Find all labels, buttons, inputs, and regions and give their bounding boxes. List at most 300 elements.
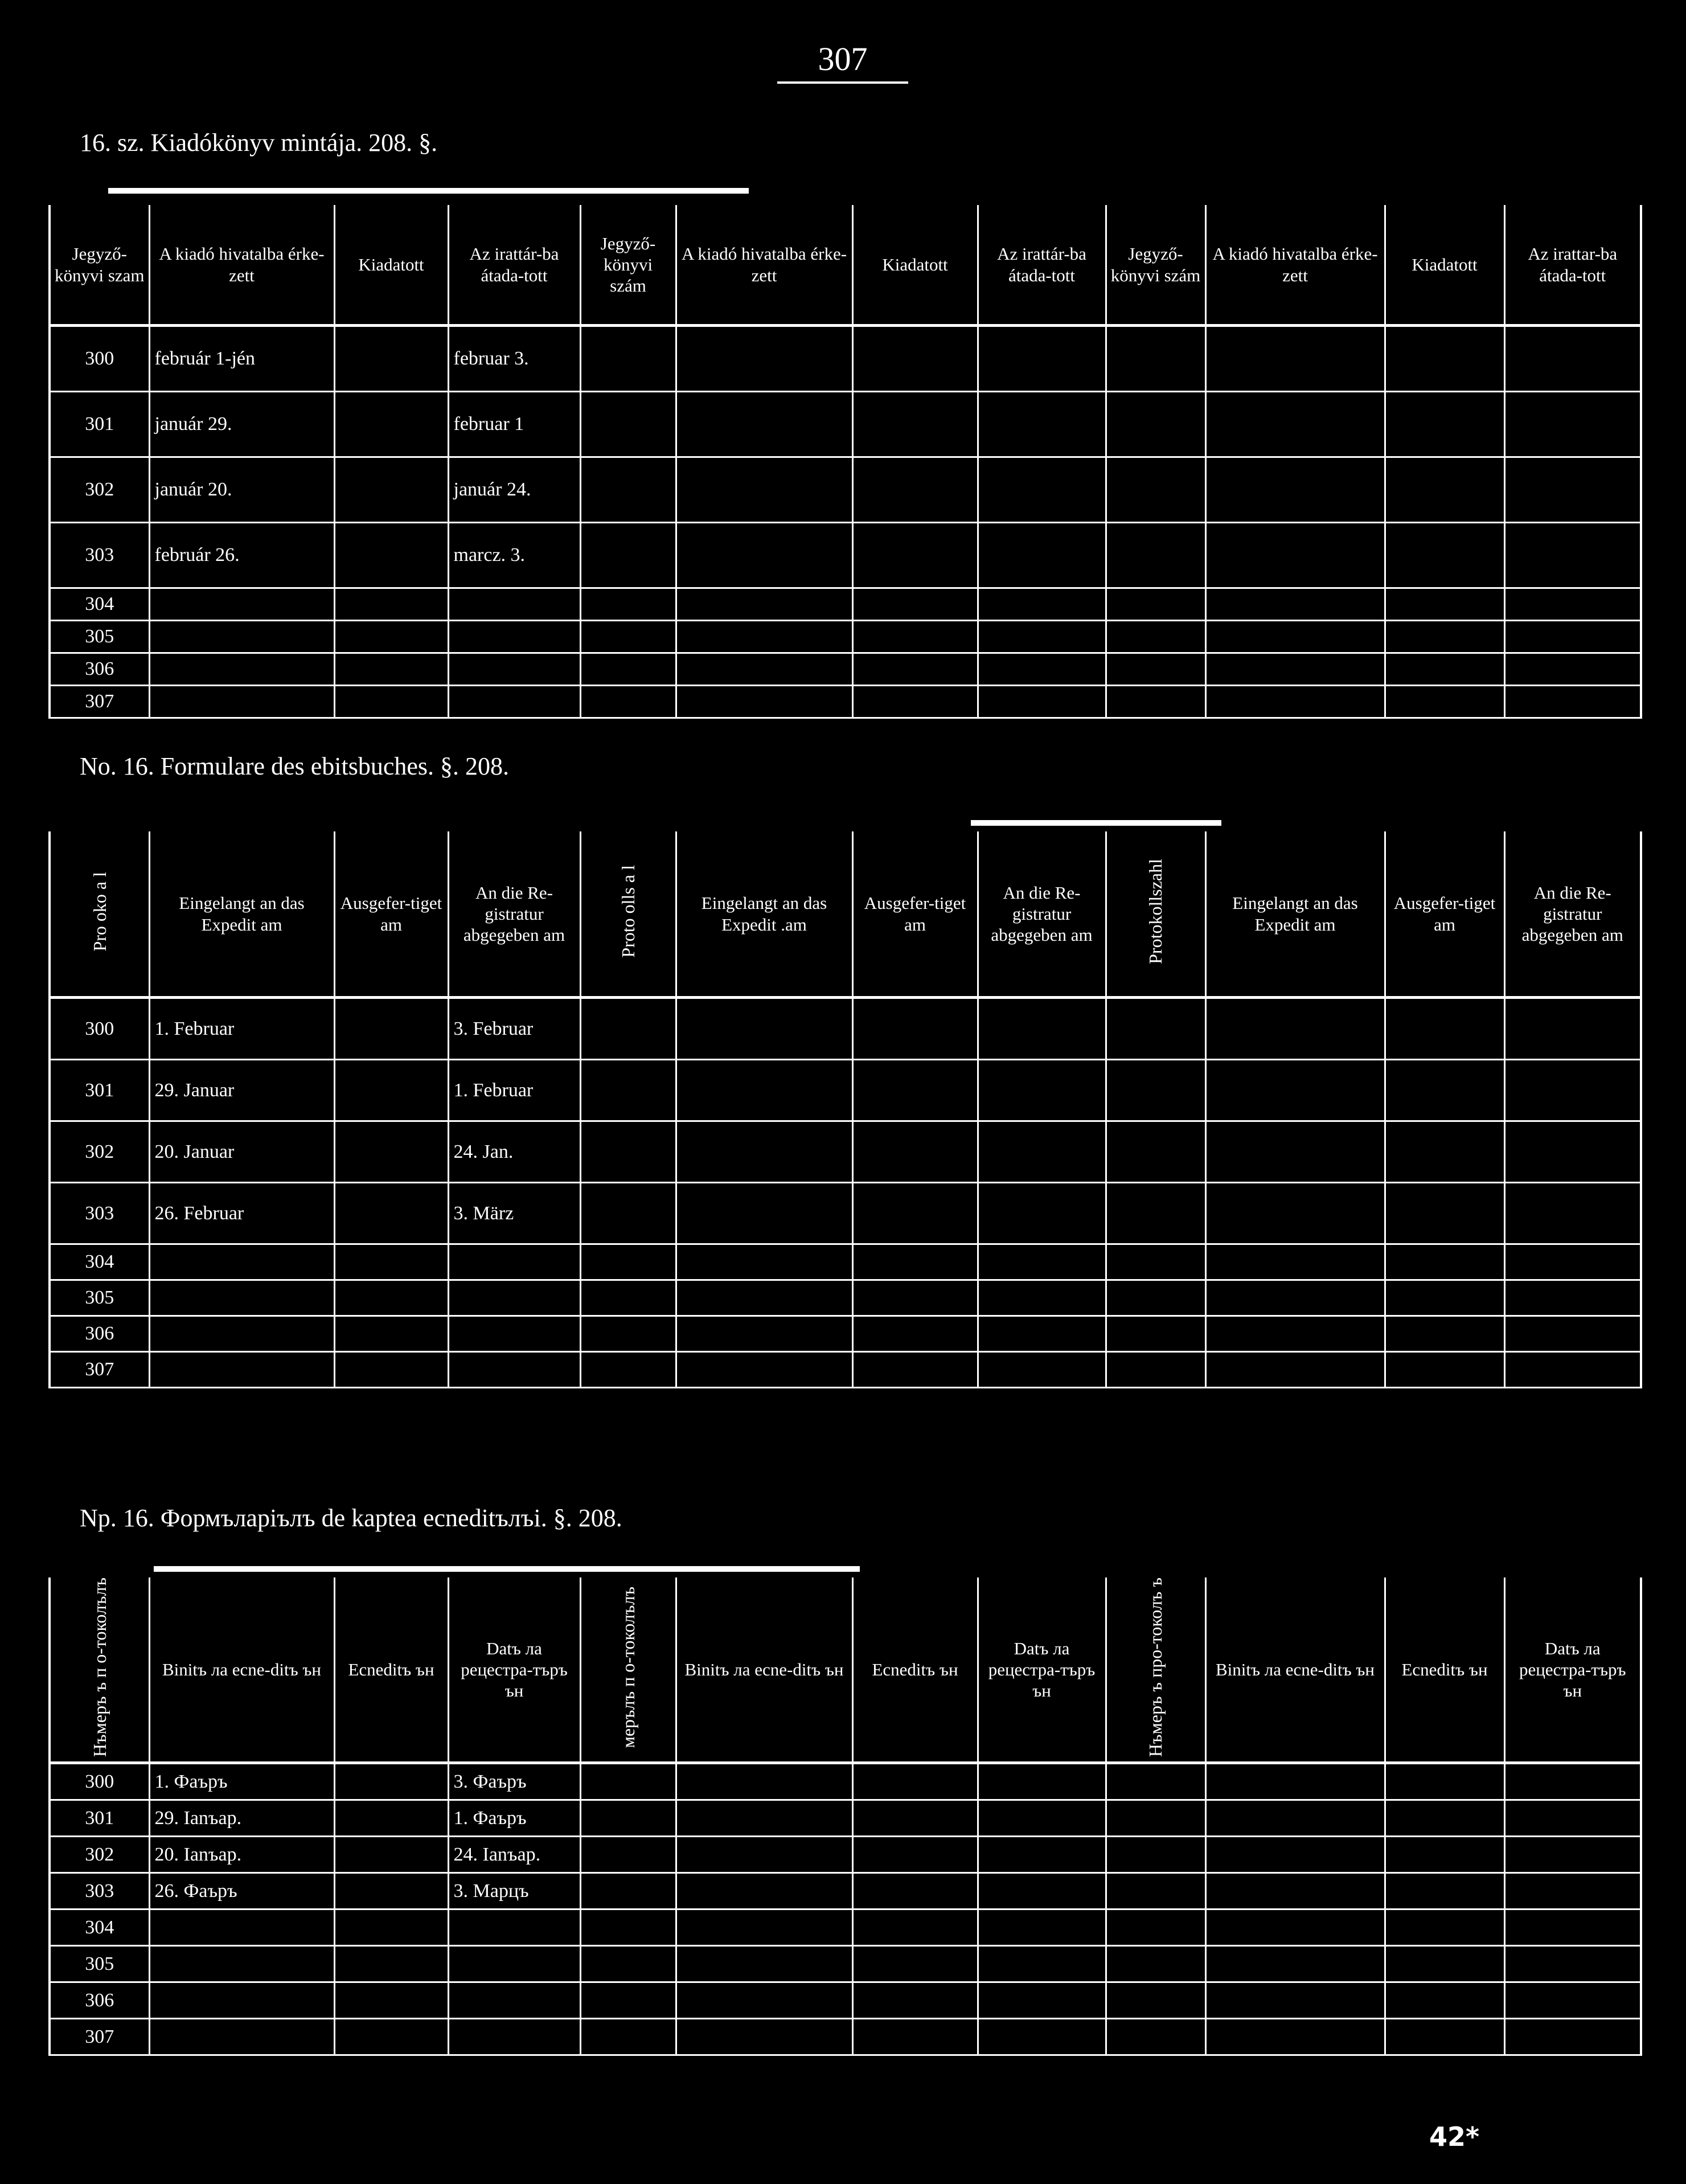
cell-issued [334, 1763, 448, 1800]
section-title-romanian: Np. 16. Формълapiълъ de kaptea ecneditълъi. §. 208. [80, 1504, 622, 1532]
col-arrived-header: A kiadó hivatalba érke-zett [149, 205, 334, 326]
col-filed-header: An die Re-gistratur abgegeben am [448, 831, 580, 998]
cell-empty [1385, 1800, 1504, 1837]
col-filed-header: Az irattár-ba átada-tott [448, 205, 580, 326]
cell-empty [978, 1946, 1106, 1982]
table-row [50, 1800, 1641, 1837]
cell-empty [1205, 621, 1385, 653]
cell-empty [1385, 686, 1504, 718]
ledger-table-romanian [48, 1577, 1642, 2056]
cell-empty [978, 1316, 1106, 1352]
cell-empty [978, 1800, 1106, 1837]
cell-empty [1504, 1316, 1641, 1352]
ledger-section-romanian [48, 1566, 1640, 2067]
cell-protocol-number: 304 [50, 1244, 149, 1280]
header-label: меpълъ п о-токолълъ [617, 1586, 638, 1748]
col-issued-header: Ecneditъ ън [1385, 1577, 1504, 1763]
header-row [50, 1577, 1641, 1763]
cell-empty [1385, 998, 1504, 1060]
col-issued-header: Kiadatott [1385, 205, 1504, 326]
cell-empty [1205, 2019, 1385, 2055]
cell-empty [580, 588, 676, 621]
cell-issued [334, 1800, 448, 1837]
cell-empty [1504, 1244, 1641, 1280]
cell-empty [852, 457, 978, 523]
cell-protocol-number: 304 [50, 588, 149, 621]
col-issued-header: Ausgefer-tiget am [852, 831, 978, 998]
cell-empty [1205, 588, 1385, 621]
cell-arrived [149, 588, 334, 621]
cell-empty [852, 653, 978, 686]
cell-arrived: február 26. [149, 523, 334, 588]
cell-empty [1106, 686, 1205, 718]
cell-empty [1504, 1352, 1641, 1388]
cell-protocol-number: 305 [50, 1946, 149, 1982]
table-row [50, 621, 1641, 653]
table-row [50, 686, 1641, 718]
cell-empty [852, 1060, 978, 1121]
cell-arrived [149, 1982, 334, 2019]
header-label: Proto olls a l [617, 865, 638, 958]
cell-empty [852, 1910, 978, 1946]
cell-empty [580, 621, 676, 653]
cell-empty [1504, 621, 1641, 653]
col-issued-header: Ausgefer-tiget am [1385, 831, 1504, 998]
cell-empty [1106, 588, 1205, 621]
header-label: Нъмеpъ ъ п о-токолълъ [89, 1577, 110, 1757]
cell-arrived [149, 1316, 334, 1352]
cell-empty [1385, 1982, 1504, 2019]
cell-arrived: 26. Фаъръ [149, 1873, 334, 1910]
cell-empty [580, 1910, 676, 1946]
cell-empty [1504, 1982, 1641, 2019]
cell-empty [1504, 686, 1641, 718]
cell-empty [1385, 457, 1504, 523]
table-row [50, 1316, 1641, 1352]
cell-protocol-number: 306 [50, 1982, 149, 2019]
cell-arrived [149, 1352, 334, 1388]
cell-empty [978, 1910, 1106, 1946]
cell-empty [676, 1121, 852, 1183]
cell-empty [1205, 1060, 1385, 1121]
cell-empty [1504, 588, 1641, 621]
cell-empty [580, 1982, 676, 2019]
cell-empty [1504, 1060, 1641, 1121]
cell-empty [852, 1183, 978, 1244]
cell-empty [978, 523, 1106, 588]
cell-filed [448, 1982, 580, 2019]
cell-protocol-number: 302 [50, 457, 149, 523]
cell-empty [1205, 1800, 1385, 1837]
cell-issued [334, 588, 448, 621]
cell-empty [1106, 1316, 1205, 1352]
cell-empty [852, 1763, 978, 1800]
header-label: Нъмеpъ ъ про-токолъ ъ [1145, 1577, 1166, 1757]
cell-empty [1106, 621, 1205, 653]
cell-empty [1106, 1873, 1205, 1910]
cell-arrived: február 1-jén [149, 326, 334, 392]
cell-empty [676, 392, 852, 457]
cell-filed: 24. Jan. [448, 1121, 580, 1183]
cell-empty [1106, 1280, 1205, 1316]
cell-issued [334, 1280, 448, 1316]
cell-empty [978, 1982, 1106, 2019]
cell-filed [448, 1946, 580, 1982]
table-row [50, 1982, 1641, 2019]
cell-empty [978, 1060, 1106, 1121]
cell-empty [676, 1183, 852, 1244]
cell-filed [448, 621, 580, 653]
table-row [50, 1121, 1641, 1183]
table-row [50, 1837, 1641, 1873]
table-row [50, 1280, 1641, 1316]
cell-issued [334, 1121, 448, 1183]
cell-empty [676, 1982, 852, 2019]
cell-empty [852, 1244, 978, 1280]
cell-empty [580, 1316, 676, 1352]
cell-empty [1205, 653, 1385, 686]
cell-issued [334, 457, 448, 523]
cell-empty [1385, 1121, 1504, 1183]
cell-empty [978, 2019, 1106, 2055]
cell-empty [1205, 1982, 1385, 2019]
cell-protocol-number: 306 [50, 1316, 149, 1352]
top-rule [578, 188, 749, 194]
cell-empty [580, 1183, 676, 1244]
cell-empty [580, 1121, 676, 1183]
col-issued-header: Kiadatott [334, 205, 448, 326]
cell-issued [334, 1946, 448, 1982]
col-filed-header: Datъ ла peцecтpa-търъ ън [978, 1577, 1106, 1763]
cell-empty [978, 1183, 1106, 1244]
cell-empty [1205, 686, 1385, 718]
cell-empty [1106, 457, 1205, 523]
cell-empty [676, 1873, 852, 1910]
ledger-section-german [48, 820, 1640, 1429]
col-protocol-number-header [50, 1577, 149, 1763]
cell-empty [580, 1873, 676, 1910]
section-title-hungarian: 16. sz. Kiadókönyv mintája. 208. §. [80, 129, 438, 157]
cell-filed: 3. März [448, 1183, 580, 1244]
cell-empty [676, 523, 852, 588]
cell-filed [448, 1280, 580, 1316]
col-protocol-number-header [580, 1577, 676, 1763]
cell-empty [1205, 326, 1385, 392]
cell-arrived: 29. Januar [149, 1060, 334, 1121]
cell-empty [1106, 523, 1205, 588]
cell-empty [1205, 1873, 1385, 1910]
cell-filed [448, 1244, 580, 1280]
cell-empty [676, 998, 852, 1060]
ledger-table-hungarian [48, 205, 1642, 719]
header-label: Pro oko a l [89, 871, 110, 952]
cell-empty [1504, 653, 1641, 686]
cell-empty [1205, 1183, 1385, 1244]
cell-arrived [149, 686, 334, 718]
cell-empty [676, 1352, 852, 1388]
cell-empty [1504, 1183, 1641, 1244]
table-row [50, 523, 1641, 588]
cell-issued [334, 326, 448, 392]
ledger-table-german [48, 831, 1642, 1388]
cell-empty [676, 1280, 852, 1316]
col-arrived-header: Eingelangt an das Expedit am [1205, 831, 1385, 998]
cell-arrived: január 20. [149, 457, 334, 523]
col-filed-header: Az irattár-ba átada-tott [978, 205, 1106, 326]
cell-empty [852, 1982, 978, 2019]
cell-empty [1504, 523, 1641, 588]
cell-empty [978, 1873, 1106, 1910]
cell-protocol-number: 303 [50, 523, 149, 588]
cell-empty [1106, 1121, 1205, 1183]
col-protocol-number-header [1106, 831, 1205, 998]
cell-empty [580, 457, 676, 523]
cell-empty [676, 1316, 852, 1352]
header-row [50, 831, 1641, 998]
cell-arrived: január 29. [149, 392, 334, 457]
header-label: Protokollszahl [1145, 858, 1166, 964]
table-row [50, 1910, 1641, 1946]
cell-empty [1106, 2019, 1205, 2055]
cell-empty [676, 1244, 852, 1280]
col-protocol-number-header [50, 831, 149, 998]
cell-arrived [149, 1946, 334, 1982]
cell-empty [1504, 326, 1641, 392]
table-row [50, 2019, 1641, 2055]
cell-protocol-number: 306 [50, 653, 149, 686]
cell-empty [1504, 1837, 1641, 1873]
cell-issued [334, 653, 448, 686]
cell-issued [334, 998, 448, 1060]
cell-empty [676, 621, 852, 653]
cell-empty [1385, 1910, 1504, 1946]
cell-empty [1106, 326, 1205, 392]
cell-empty [978, 1352, 1106, 1388]
cell-protocol-number: 303 [50, 1873, 149, 1910]
cell-empty [978, 1244, 1106, 1280]
cell-arrived: 29. Іаnъар. [149, 1800, 334, 1837]
col-filed-header: An die Re-gistratur abgegeben am [978, 831, 1106, 998]
cell-empty [1205, 457, 1385, 523]
cell-empty [676, 1763, 852, 1800]
cell-empty [1385, 1352, 1504, 1388]
col-protocol-number-header: Jegyző-könyvi szam [50, 205, 149, 326]
cell-empty [1504, 1280, 1641, 1316]
cell-empty [676, 1946, 852, 1982]
cell-empty [676, 686, 852, 718]
cell-empty [1205, 1763, 1385, 1800]
cell-empty [1504, 457, 1641, 523]
cell-empty [1504, 1121, 1641, 1183]
cell-issued [334, 621, 448, 653]
col-protocol-number-header: Jegyző-könyvi szám [580, 205, 676, 326]
cell-empty [1504, 1763, 1641, 1800]
cell-empty [580, 686, 676, 718]
table-row [50, 457, 1641, 523]
cell-empty [676, 2019, 852, 2055]
cell-filed: 24. Іаnъар. [448, 1837, 580, 1873]
cell-empty [1504, 2019, 1641, 2055]
cell-empty [1504, 998, 1641, 1060]
cell-empty [1504, 1946, 1641, 1982]
cell-empty [1385, 2019, 1504, 2055]
cell-empty [978, 653, 1106, 686]
cell-empty [580, 326, 676, 392]
cell-protocol-number: 304 [50, 1910, 149, 1946]
cell-empty [978, 998, 1106, 1060]
cell-arrived [149, 653, 334, 686]
table-row [50, 1183, 1641, 1244]
cell-empty [1385, 653, 1504, 686]
cell-empty [852, 1800, 978, 1837]
cell-empty [1385, 1183, 1504, 1244]
cell-empty [1385, 1873, 1504, 1910]
cell-arrived: 1. Фаъръ [149, 1763, 334, 1800]
cell-empty [676, 1910, 852, 1946]
cell-issued [334, 1837, 448, 1873]
col-issued-header: Ausgefer-tiget am [334, 831, 448, 998]
cell-empty [852, 1316, 978, 1352]
cell-empty [852, 686, 978, 718]
cell-issued [334, 1982, 448, 2019]
cell-empty [1385, 1837, 1504, 1873]
cell-filed [448, 1910, 580, 1946]
col-issued-header: Kiadatott [852, 205, 978, 326]
cell-issued [334, 523, 448, 588]
cell-empty [1205, 1946, 1385, 1982]
top-rule [108, 188, 598, 194]
col-protocol-number-header [580, 831, 676, 998]
col-filed-header: Datъ ла peцecтpa-търъ ън [448, 1577, 580, 1763]
cell-empty [1106, 392, 1205, 457]
col-arrived-header: Eingelangt an das Expedit .am [676, 831, 852, 998]
cell-empty [1385, 1244, 1504, 1280]
cell-arrived: 20. Іаnъар. [149, 1837, 334, 1873]
cell-empty [1504, 1800, 1641, 1837]
cell-empty [978, 1121, 1106, 1183]
cell-empty [1504, 1910, 1641, 1946]
cell-empty [852, 392, 978, 457]
cell-protocol-number: 300 [50, 998, 149, 1060]
cell-arrived: 20. Januar [149, 1121, 334, 1183]
cell-empty [1106, 1800, 1205, 1837]
cell-empty [1385, 326, 1504, 392]
cell-protocol-number: 302 [50, 1837, 149, 1873]
col-protocol-number-header: Jegyző-könyvi szám [1106, 205, 1205, 326]
cell-protocol-number: 300 [50, 1763, 149, 1800]
cell-empty [1205, 1280, 1385, 1316]
cell-empty [580, 1837, 676, 1873]
cell-filed [448, 588, 580, 621]
cell-filed: 3. Februar [448, 998, 580, 1060]
table-row [50, 1244, 1641, 1280]
cell-empty [852, 588, 978, 621]
col-arrived-header: Binitъ ла ecne-ditъ ън [149, 1577, 334, 1763]
footnote-signature-mark: 42* [1429, 2121, 1480, 2152]
cell-empty [978, 588, 1106, 621]
cell-empty [1385, 588, 1504, 621]
cell-arrived [149, 621, 334, 653]
cell-protocol-number: 307 [50, 1352, 149, 1388]
cell-issued [334, 1910, 448, 1946]
cell-empty [852, 523, 978, 588]
cell-empty [1106, 1910, 1205, 1946]
cell-protocol-number: 302 [50, 1121, 149, 1183]
top-rule [971, 820, 1221, 826]
cell-protocol-number: 303 [50, 1183, 149, 1244]
cell-empty [1106, 653, 1205, 686]
cell-issued [334, 1873, 448, 1910]
cell-empty [580, 2019, 676, 2055]
table-row [50, 392, 1641, 457]
cell-empty [580, 1280, 676, 1316]
col-issued-header: Ecneditъ ън [334, 1577, 448, 1763]
top-rule [154, 1566, 860, 1572]
cell-filed [448, 653, 580, 686]
cell-empty [1385, 1060, 1504, 1121]
cell-empty [852, 2019, 978, 2055]
cell-protocol-number: 301 [50, 1800, 149, 1837]
cell-empty [1205, 392, 1385, 457]
cell-empty [852, 1121, 978, 1183]
cell-arrived: 26. Februar [149, 1183, 334, 1244]
cell-empty [852, 621, 978, 653]
cell-empty [1205, 1316, 1385, 1352]
cell-empty [1205, 523, 1385, 588]
cell-protocol-number: 301 [50, 392, 149, 457]
cell-empty [1205, 1910, 1385, 1946]
cell-filed: februar 3. [448, 326, 580, 392]
cell-empty [580, 1060, 676, 1121]
cell-empty [1385, 1763, 1504, 1800]
cell-protocol-number: 305 [50, 621, 149, 653]
cell-empty [676, 326, 852, 392]
table-row [50, 1060, 1641, 1121]
cell-arrived [149, 1910, 334, 1946]
cell-filed: január 24. [448, 457, 580, 523]
cell-filed: 3. Фаъръ [448, 1763, 580, 1800]
cell-empty [580, 1352, 676, 1388]
table-row [50, 1763, 1641, 1800]
col-arrived-header: Eingelangt an das Expedit am [149, 831, 334, 998]
cell-empty [1205, 1121, 1385, 1183]
col-arrived-header: A kiadó hivatalba érke-zett [676, 205, 852, 326]
table-row [50, 588, 1641, 621]
cell-empty [852, 1946, 978, 1982]
cell-issued [334, 1244, 448, 1280]
cell-issued [334, 1316, 448, 1352]
cell-filed: marcz. 3. [448, 523, 580, 588]
cell-issued [334, 1060, 448, 1121]
cell-empty [1106, 1060, 1205, 1121]
col-arrived-header: Binitъ ла ecne-ditъ ън [676, 1577, 852, 1763]
cell-empty [676, 457, 852, 523]
cell-empty [580, 1763, 676, 1800]
cell-protocol-number: 307 [50, 2019, 149, 2055]
cell-issued [334, 2019, 448, 2055]
cell-empty [1504, 392, 1641, 457]
cell-issued [334, 1183, 448, 1244]
cell-filed: 1. Februar [448, 1060, 580, 1121]
cell-empty [580, 653, 676, 686]
col-filed-header: An die Re-gistratur abgegeben am [1504, 831, 1641, 998]
cell-empty [1106, 1244, 1205, 1280]
cell-empty [580, 523, 676, 588]
col-arrived-header: A kiadó hivatalba érke-zett [1205, 205, 1385, 326]
cell-empty [676, 653, 852, 686]
cell-empty [676, 588, 852, 621]
cell-arrived [149, 1280, 334, 1316]
